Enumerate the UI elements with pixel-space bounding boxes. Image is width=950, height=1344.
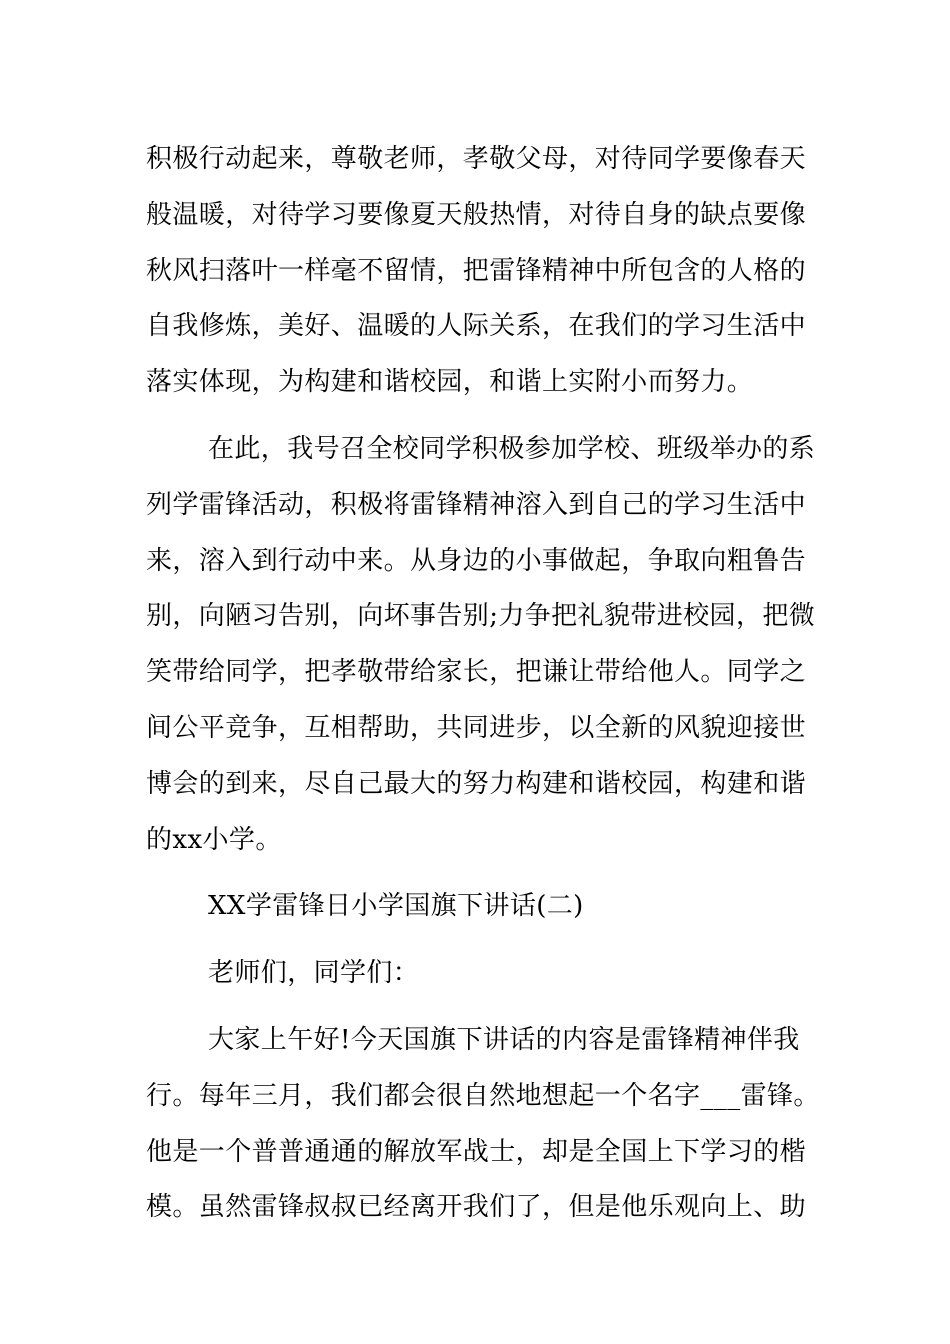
paragraph-2: [146, 422, 816, 868]
section-heading: XX学雷锋日小学国旗下讲话(二): [208, 891, 584, 922]
paragraph-line: 秋风扫落叶一样毫不留情，把雷锋精神中所包含的人格的: [146, 255, 807, 286]
paragraph-line: 模。虽然雷锋叔叔已经离开我们了，但是他乐观向上、助: [146, 1192, 807, 1223]
paragraph-3: [146, 1013, 820, 1236]
paragraph-line: 落实体现，为构建和谐校园，和谐上实附小而努力。: [146, 367, 754, 398]
paragraph-line: 笑带给同学，把孝敬带给家长，把谦让带给他人。同学之: [146, 657, 807, 688]
paragraph-line: 自我修炼，美好、温暖的人际关系，在我们的学习生活中: [146, 311, 807, 342]
salutation: 老师们，同学们：: [208, 958, 420, 989]
paragraph-1: [146, 132, 810, 411]
paragraph-line: 来，溶入到行动中来。从身边的小事做起，争取向粗鲁告: [146, 545, 807, 576]
paragraph-line: 别，向陋习告别，向坏事告别;力争把礼貌带进校园，把微: [146, 601, 816, 632]
paragraph-gap: [146, 1002, 810, 1013]
paragraph-gap: [146, 411, 810, 422]
paragraph-line: 行。每年三月，我们都会很自然地想起一个名字___雷锋。: [146, 1080, 820, 1111]
paragraph-line: 列学雷锋活动，积极将雷锋精神溶入到自己的学习生活中: [146, 489, 807, 520]
paragraph-line: 般温暖，对待学习要像夏天般热情，对待自身的缺点要像: [146, 199, 807, 230]
paragraph-line: 他是一个普普通通的解放军战士，却是全国上下学习的楷: [146, 1136, 807, 1167]
paragraph-line: 在此，我号召全校同学积极参加学校、班级举办的系: [208, 433, 816, 464]
paragraph-line: 博会的到来，尽自己最大的努力构建和谐校园，构建和谐: [146, 768, 807, 799]
document-body: [146, 132, 820, 1236]
paragraph-line: 积极行动起来，尊敬老师，孝敬父母，对待同学要像春天: [146, 144, 807, 174]
paragraph-line: 大家上午好!今天国旗下讲话的内容是雷锋精神伴我: [208, 1024, 800, 1055]
paragraph-line: 的xx小学。: [146, 824, 282, 855]
paragraph-line: 间公平竞争，互相帮助，共同进步，以全新的风貌迎接世: [146, 712, 807, 743]
paragraph-gap: [146, 935, 810, 946]
paragraph-gap: [146, 868, 810, 879]
